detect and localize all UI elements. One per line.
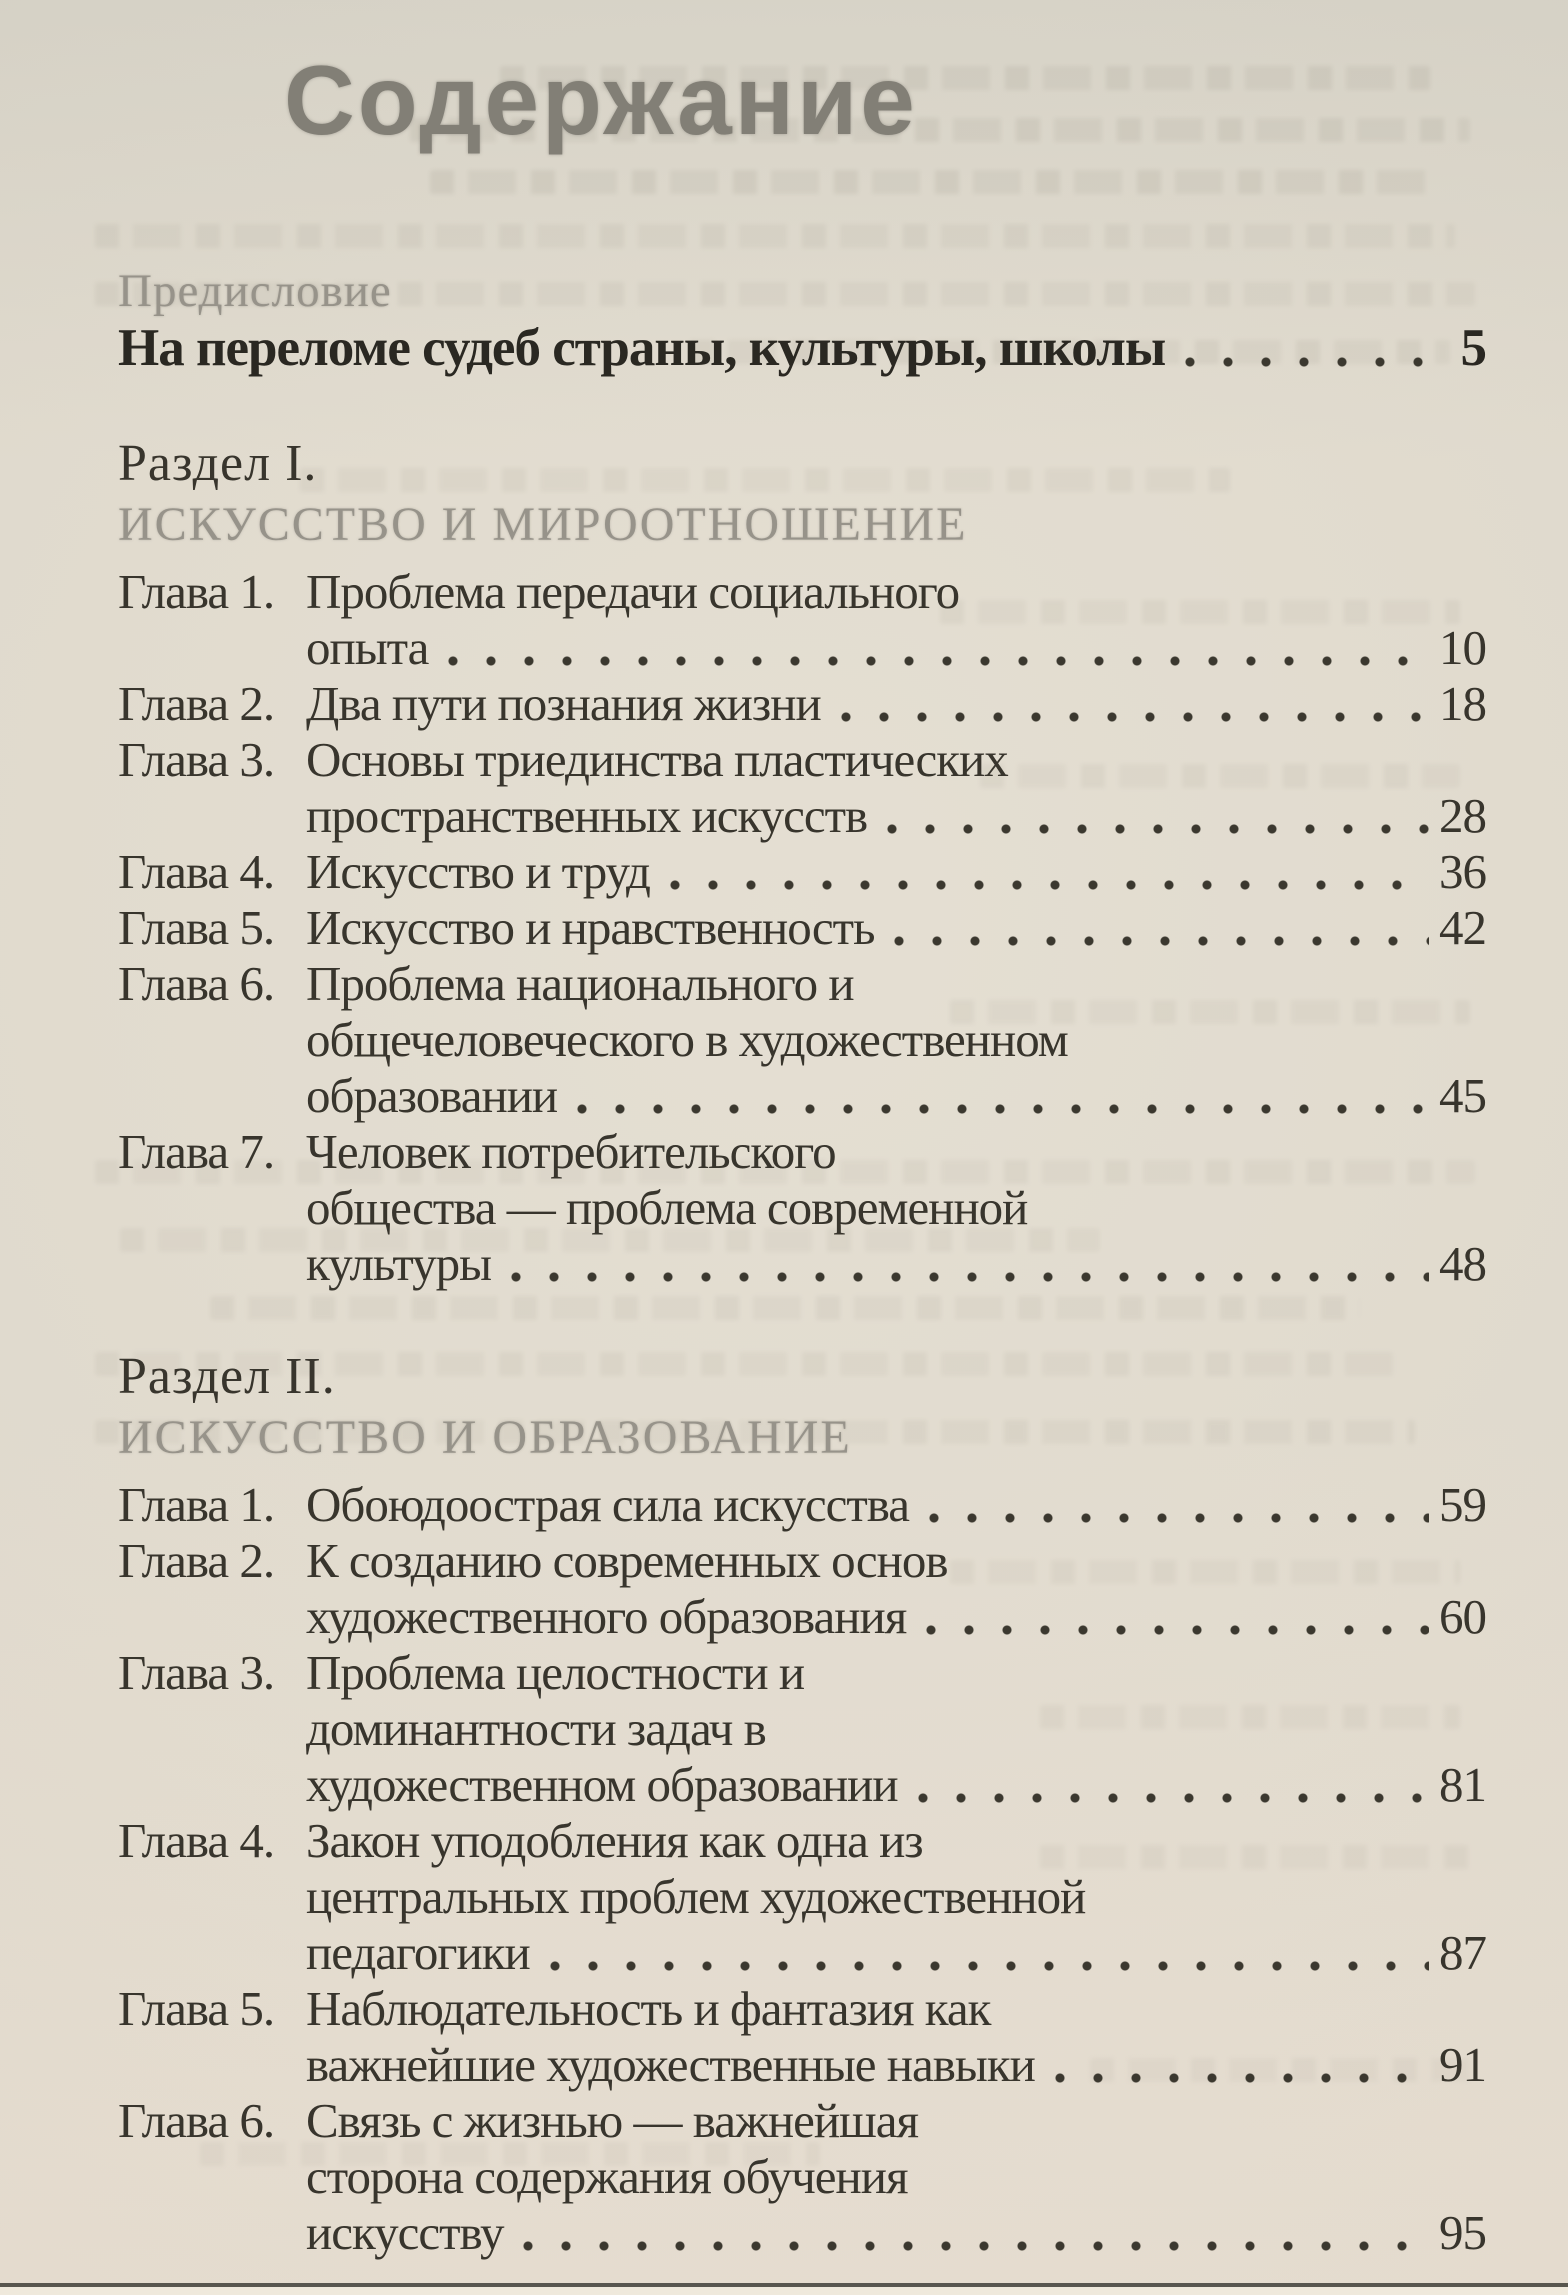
- dot-leader: [926, 1624, 1429, 1636]
- chapter-label: Глава 1.: [118, 564, 275, 619]
- toc-entry-text: важнейшие художественные навыки: [306, 2037, 1035, 2092]
- toc-entry-line: [306, 1813, 1486, 1869]
- toc-entry-text: художественном образовании: [306, 1757, 898, 1812]
- toc-entry-line: [306, 732, 1486, 788]
- section-title: ИСКУССТВО И МИРООТНОШЕНИЕ: [118, 498, 968, 551]
- chapter-entry: [118, 564, 1486, 676]
- page-number: 28: [1439, 788, 1486, 843]
- chapter-label: Глава 3.: [118, 1645, 275, 1700]
- dot-leader: [887, 823, 1429, 835]
- page-number: 36: [1439, 844, 1486, 899]
- toc-entry-text: художественного образования: [306, 1589, 907, 1644]
- toc-entry-line: [306, 1236, 1486, 1292]
- chapter-list: [118, 564, 1486, 1292]
- toc-entry-line: [306, 1701, 1486, 1757]
- dot-leader: [550, 1960, 1429, 1972]
- page-number: 18: [1439, 676, 1486, 731]
- toc-entry-text: К созданию современных основ: [306, 1533, 948, 1588]
- page-number: 59: [1439, 1477, 1486, 1532]
- chapter-entry: [118, 956, 1486, 1124]
- toc-entry-line: [306, 2037, 1486, 2093]
- toc-entry-text: сторона содержания обучения: [306, 2149, 908, 2204]
- toc-entry-text: Искусство и нравственность: [306, 900, 875, 955]
- chapter-entry: [118, 1813, 1486, 1981]
- toc-entry-text: общества — проблема современной: [306, 1180, 1028, 1235]
- dot-leader: [894, 935, 1429, 947]
- toc-entry-line: [306, 788, 1486, 844]
- chapter-entry: [118, 1645, 1486, 1813]
- dot-leader: [511, 1271, 1429, 1283]
- page-number: 45: [1439, 1068, 1486, 1123]
- toc-entry-text: Проблема национального и: [306, 956, 854, 1011]
- toc-entry-line: [306, 2205, 1486, 2261]
- chapter-label: Глава 6.: [118, 2093, 275, 2148]
- chapter-entry: [118, 1124, 1486, 1292]
- toc-entry-line: [306, 2149, 1486, 2205]
- section-title: ИСКУССТВО И ОБРАЗОВАНИЕ: [118, 1411, 852, 1464]
- toc-entry-text: На переломе судеб страны, культуры, школы: [118, 319, 1166, 377]
- chapter-entry: [118, 844, 1486, 900]
- toc-entry-line: [306, 620, 1486, 676]
- toc-content: [118, 0, 1486, 2261]
- toc-entry-line: [306, 676, 1486, 732]
- toc-entry-text: Проблема передачи социального: [306, 564, 960, 619]
- toc-entry-line: [306, 1869, 1486, 1925]
- table-of-contents: [118, 265, 1486, 2261]
- chapter-label: Глава 2.: [118, 676, 275, 731]
- toc-entry-text: культуры: [306, 1236, 492, 1291]
- toc-entry-line: [306, 900, 1486, 956]
- toc-entry-line: [306, 1645, 1486, 1701]
- page-number: 81: [1439, 1757, 1486, 1812]
- page-number: 10: [1439, 620, 1486, 675]
- page-number: 5: [1460, 319, 1486, 377]
- scan-edge-line: [0, 2283, 1568, 2287]
- chapter-label: Глава 5.: [118, 1981, 275, 2036]
- toc-entry-text: Основы триединства пластических: [306, 732, 1008, 787]
- toc-entry-text: Два пути познания жизни: [306, 676, 821, 731]
- toc-entry-text: общечеловеческого в художественном: [306, 1012, 1068, 1067]
- toc-entry-text: Наблюдательность и фантазия как: [306, 1981, 991, 2036]
- dot-leader: [1185, 356, 1450, 368]
- dot-leader: [918, 1792, 1429, 1804]
- page-number: 42: [1439, 900, 1486, 955]
- toc-entry-text: Закон уподобления как одна из: [306, 1813, 923, 1868]
- toc-entry-line: [118, 317, 1486, 379]
- preface-heading: Предисловие: [118, 265, 392, 317]
- toc-entry-text: искусству: [306, 2205, 504, 2260]
- toc-entry-text: Проблема целостности и: [306, 1645, 805, 1700]
- chapter-label: Глава 4.: [118, 844, 275, 899]
- toc-entry-line: [306, 1477, 1486, 1533]
- chapter-entry: [118, 1533, 1486, 1645]
- dot-leader: [523, 2240, 1429, 2252]
- toc-entry-line: [306, 844, 1486, 900]
- toc-entry-text: опыта: [306, 620, 429, 675]
- toc-entry-line: [306, 2093, 1486, 2149]
- toc-entry-line: [306, 1068, 1486, 1124]
- chapter-label: Глава 1.: [118, 1477, 275, 1532]
- chapter-label: Глава 6.: [118, 956, 275, 1011]
- toc-entry-text: Обоюдоострая сила искусства: [306, 1477, 910, 1532]
- chapter-entry: [118, 732, 1486, 844]
- page-title: Содержание: [284, 45, 918, 155]
- toc-entry-text: педагогики: [306, 1925, 530, 1980]
- scan-paper-edge: [0, 2287, 1568, 2295]
- chapter-label: Глава 2.: [118, 1533, 275, 1588]
- toc-entry-line: [306, 1589, 1486, 1645]
- toc-entry-text: Человек потребительского: [306, 1124, 836, 1179]
- chapter-entry: [118, 2093, 1486, 2261]
- toc-entry-text: доминантности задач в: [306, 1701, 766, 1756]
- chapter-entry: [118, 900, 1486, 956]
- dot-leader: [929, 1512, 1429, 1524]
- toc-section-1: [118, 435, 1486, 1292]
- section-label: Раздел II.: [118, 1348, 336, 1405]
- toc-entry-text: центральных проблем художественной: [306, 1869, 1086, 1924]
- toc-entry-line: [306, 564, 1486, 620]
- chapter-label: Глава 7.: [118, 1124, 275, 1179]
- chapter-label: Глава 4.: [118, 1813, 275, 1868]
- chapter-entry: [118, 676, 1486, 732]
- page-number: 91: [1439, 2037, 1486, 2092]
- dot-leader: [670, 879, 1429, 891]
- toc-entry-line: [306, 1180, 1486, 1236]
- toc-entry-line: [306, 1124, 1486, 1180]
- dot-leader: [1055, 2072, 1429, 2084]
- toc-entry-line: [306, 1925, 1486, 1981]
- chapter-label: Глава 3.: [118, 732, 275, 787]
- section-label: Раздел I.: [118, 435, 318, 492]
- toc-entry-line: [306, 1012, 1486, 1068]
- dot-leader: [448, 655, 1429, 667]
- dot-leader: [577, 1103, 1429, 1115]
- page-number: 60: [1439, 1589, 1486, 1644]
- toc-entry-line: [306, 1533, 1486, 1589]
- toc-entry-text: образовании: [306, 1068, 558, 1123]
- toc-entry-line: [306, 956, 1486, 1012]
- chapter-list: [118, 1477, 1486, 2261]
- page-number: 48: [1439, 1236, 1486, 1291]
- toc-entry-text: Искусство и труд: [306, 844, 650, 899]
- dot-leader: [841, 711, 1429, 723]
- chapter-entry: [118, 1981, 1486, 2093]
- toc-section-2: [118, 1348, 1486, 2261]
- page-number: 87: [1439, 1925, 1486, 1980]
- toc-entry-line: [306, 1981, 1486, 2037]
- toc-entry-line: [306, 1757, 1486, 1813]
- toc-entry-text: пространственных искусств: [306, 788, 868, 843]
- chapter-label: Глава 5.: [118, 900, 275, 955]
- page-number: 95: [1439, 2205, 1486, 2260]
- preface-entry: [118, 317, 1486, 379]
- toc-entry-text: Связь с жизнью — важнейшая: [306, 2093, 919, 2148]
- chapter-entry: [118, 1477, 1486, 1533]
